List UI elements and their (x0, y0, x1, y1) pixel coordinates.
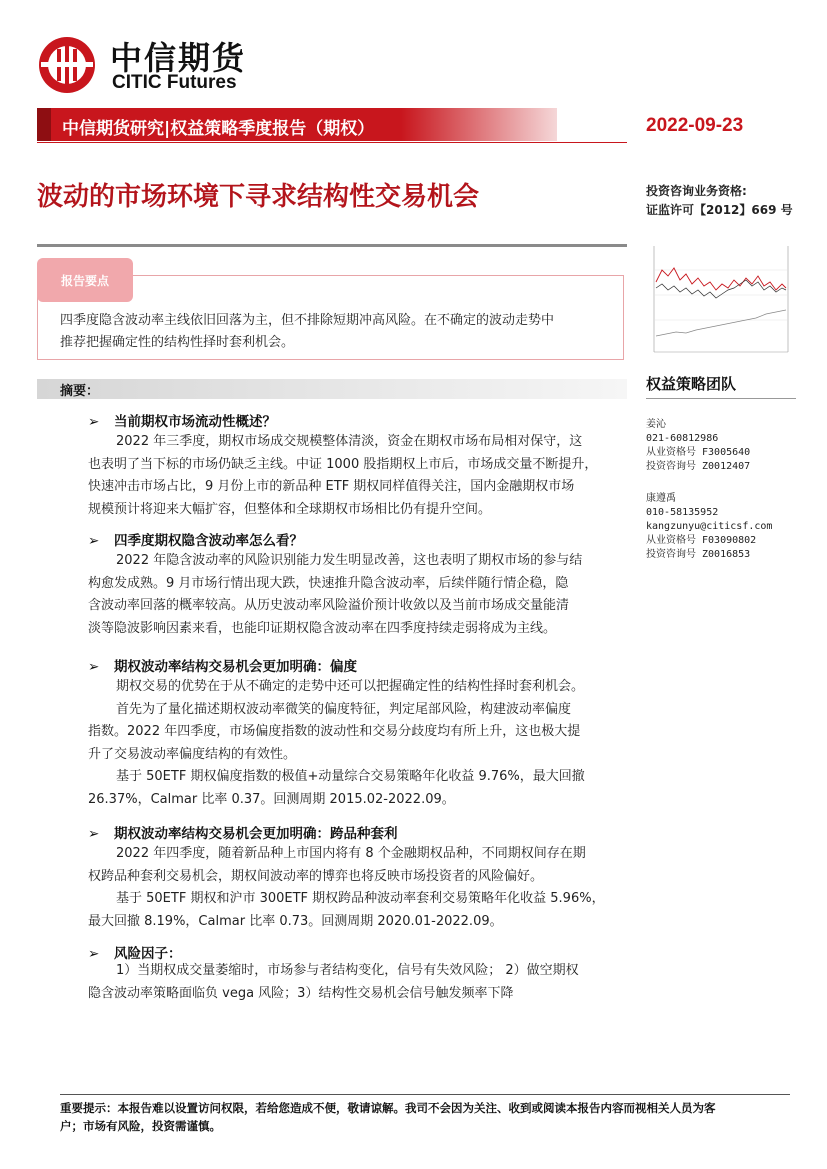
paragraph-line: 隐含波动率策略面临负 vega 风险；3）结构性交易机会信号触发频率下降 (88, 985, 514, 1001)
paragraph-line: 指数。2022 年四季度，市场偏度指数的波动性和交易分歧度均有所上升，这也极大提 (88, 724, 581, 739)
banner-accent (37, 108, 51, 141)
paragraph-line: 也表明了当下标的市场仍缺乏主线。中证 1000 股指期权上市后，市场成交量不断提升， (88, 456, 598, 472)
paragraph-line: 2022 年隐含波动率的风险识别能力发生明显改善，这也表明了期权市场的参与结 (116, 553, 583, 568)
footer-disclaimer (60, 1099, 790, 1135)
qualification-line-2: 证监许可【2012】669 号 (646, 203, 793, 217)
section-heading (88, 822, 398, 842)
paragraph-line: 2022 年三季度，期权市场成交规模整体清淡，资金在期权市场布局相对保守，这 (116, 434, 583, 449)
brand-name-cn: 中信期货 (110, 39, 247, 77)
footer-line: 户；市场有风险，投资需谨慎。 (60, 1119, 221, 1133)
paragraph-line: 权跨品种套利交易机会，期权间波动率的博弈也将反映市场投资者的风险偏好。 (88, 868, 544, 884)
paragraph-line: 最大回撤 8.19%，Calmar 比率 0.73。回测周期 2020.01-2022.09。 (88, 913, 503, 929)
paragraph-line: 基于 50ETF 期权偏度指数的极值+动量综合交易策略年化收益 9.76%，最大回撤 (116, 769, 585, 784)
banner-divider (37, 142, 627, 143)
qualification-line-1: 投资咨询业务资格: (646, 184, 747, 198)
arrow-bullet-icon: ➢ (88, 414, 100, 430)
key-points-line: 推荐把握确定性的结构性择时套利机会。 (60, 335, 295, 350)
key-points-tag-label: 报告要点 (60, 274, 109, 288)
analyst-phone: 010-58135952 (646, 507, 719, 518)
section-paragraph (88, 960, 628, 1005)
paragraph-line: 构愈发成熟。9 月市场行情出现大跌，快速推升隐含波动率，后续伴随行情企稳，隐 (88, 575, 569, 591)
section-heading-text: 期权波动率结构交易机会更加明确：跨品种套利 (114, 826, 398, 842)
brand-name-en: CITIC Futures (112, 72, 237, 93)
analyst-phone: 021-60812986 (646, 433, 719, 444)
section-heading (88, 655, 357, 675)
paragraph-line: 基于 50ETF 期权和沪市 300ETF 期权跨品种波动率套利交易策略年化收益 5.96%， (116, 891, 605, 906)
footer-line: 重要提示：本报告难以设置访问权限，若给您造成不便，敬请谅解。我司不会因为关注、收到或阅读本报告内容而视相关人员为客 (60, 1101, 716, 1115)
section-heading-text: 期权波动率结构交易机会更加明确：偏度 (114, 659, 357, 675)
analyst-license: 从业资格号 F3005640 (646, 447, 751, 458)
analyst-name: 姜沁 (646, 419, 666, 430)
team-title: 权益策略团队 (646, 375, 737, 393)
cover-chart-thumbnail (646, 240, 796, 358)
section-heading-text: 四季度期权隐含波动率怎么看？ (114, 533, 303, 549)
citic-logo-icon (37, 35, 97, 95)
summary-bar (37, 379, 627, 399)
paragraph-line: 期权交易的优势在于从不确定的走势中还可以把握确定性的结构性择时套利机会。 (116, 679, 585, 694)
report-series-label: 中信期货研究|权益策略季度报告（期权） (62, 119, 375, 139)
section-paragraph (88, 676, 628, 811)
section-paragraph (88, 431, 628, 521)
report-date: 2022-09-23 (646, 115, 744, 136)
section-paragraph (88, 843, 628, 933)
key-points-line: 四季度隐含波动率主线依旧回落为主，但不排除短期冲高风险。在不确定的波动走势中 (60, 313, 555, 328)
analyst-advisory-license: 投资咨询号 Z0012407 (646, 461, 751, 472)
paragraph-line: 首先为了量化描述期权波动率微笑的偏度特征，判定尾部风险，构建波动率偏度 (116, 701, 572, 717)
paragraph-line: 含波动率回落的概率较高。从历史波动率风险溢价预计收敛以及当前市场成交量能清 (88, 598, 570, 613)
analyst-email[interactable]: kangzunyu@citicsf.com (646, 521, 773, 532)
analyst-card (646, 492, 772, 562)
footer-divider (60, 1094, 790, 1095)
paragraph-line: 2022 年四季度，随着新品种上市国内将有 8 个金融期权品种，不同期权间存在期 (116, 846, 586, 861)
arrow-bullet-icon: ➢ (88, 533, 100, 549)
report-title: 波动的市场环境下寻求结构性交易机会 (37, 182, 480, 212)
analyst-card (646, 418, 750, 474)
summary-label: 摘要： (60, 384, 100, 399)
paragraph-line: 26.37%，Calmar 比率 0.37。回测周期 2015.02-2022.09。 (88, 791, 455, 807)
section-paragraph (88, 550, 628, 640)
analyst-advisory-license: 投资咨询号 Z0016853 (646, 549, 751, 560)
analyst-license: 从业资格号 F03090802 (646, 535, 757, 546)
paragraph-line: 1）当期权成交量萎缩时，市场参与者结构变化，信号有失效风险； 2）做空期权 (116, 963, 579, 978)
arrow-bullet-icon: ➢ (88, 826, 100, 842)
section-heading (88, 410, 276, 430)
section-heading (88, 942, 182, 962)
section-heading (88, 529, 303, 549)
paragraph-line: 快速冲击市场占比，9 月份上市的新品种 ETF 期权同样值得关注，国内金融期权市场 (88, 479, 575, 494)
section-heading-text: 当前期权市场流动性概述？ (114, 414, 276, 430)
analyst-name: 康遵禹 (646, 493, 676, 504)
team-divider (646, 398, 796, 399)
arrow-bullet-icon: ➢ (88, 946, 100, 962)
title-divider (37, 244, 627, 247)
paragraph-line: 淡等隐波影响因素来看，也能印证期权隐含波动率在四季度持续走弱将成为主线。 (88, 620, 557, 636)
arrow-bullet-icon: ➢ (88, 659, 100, 675)
paragraph-line: 升了交易波动率偏度结构的有效性。 (88, 746, 297, 762)
paragraph-line: 规模预计将迎来大幅扩容，但整体和全球期权市场相比仍有提升空间。 (88, 501, 492, 517)
section-heading-text: 风险因子： (114, 946, 182, 962)
